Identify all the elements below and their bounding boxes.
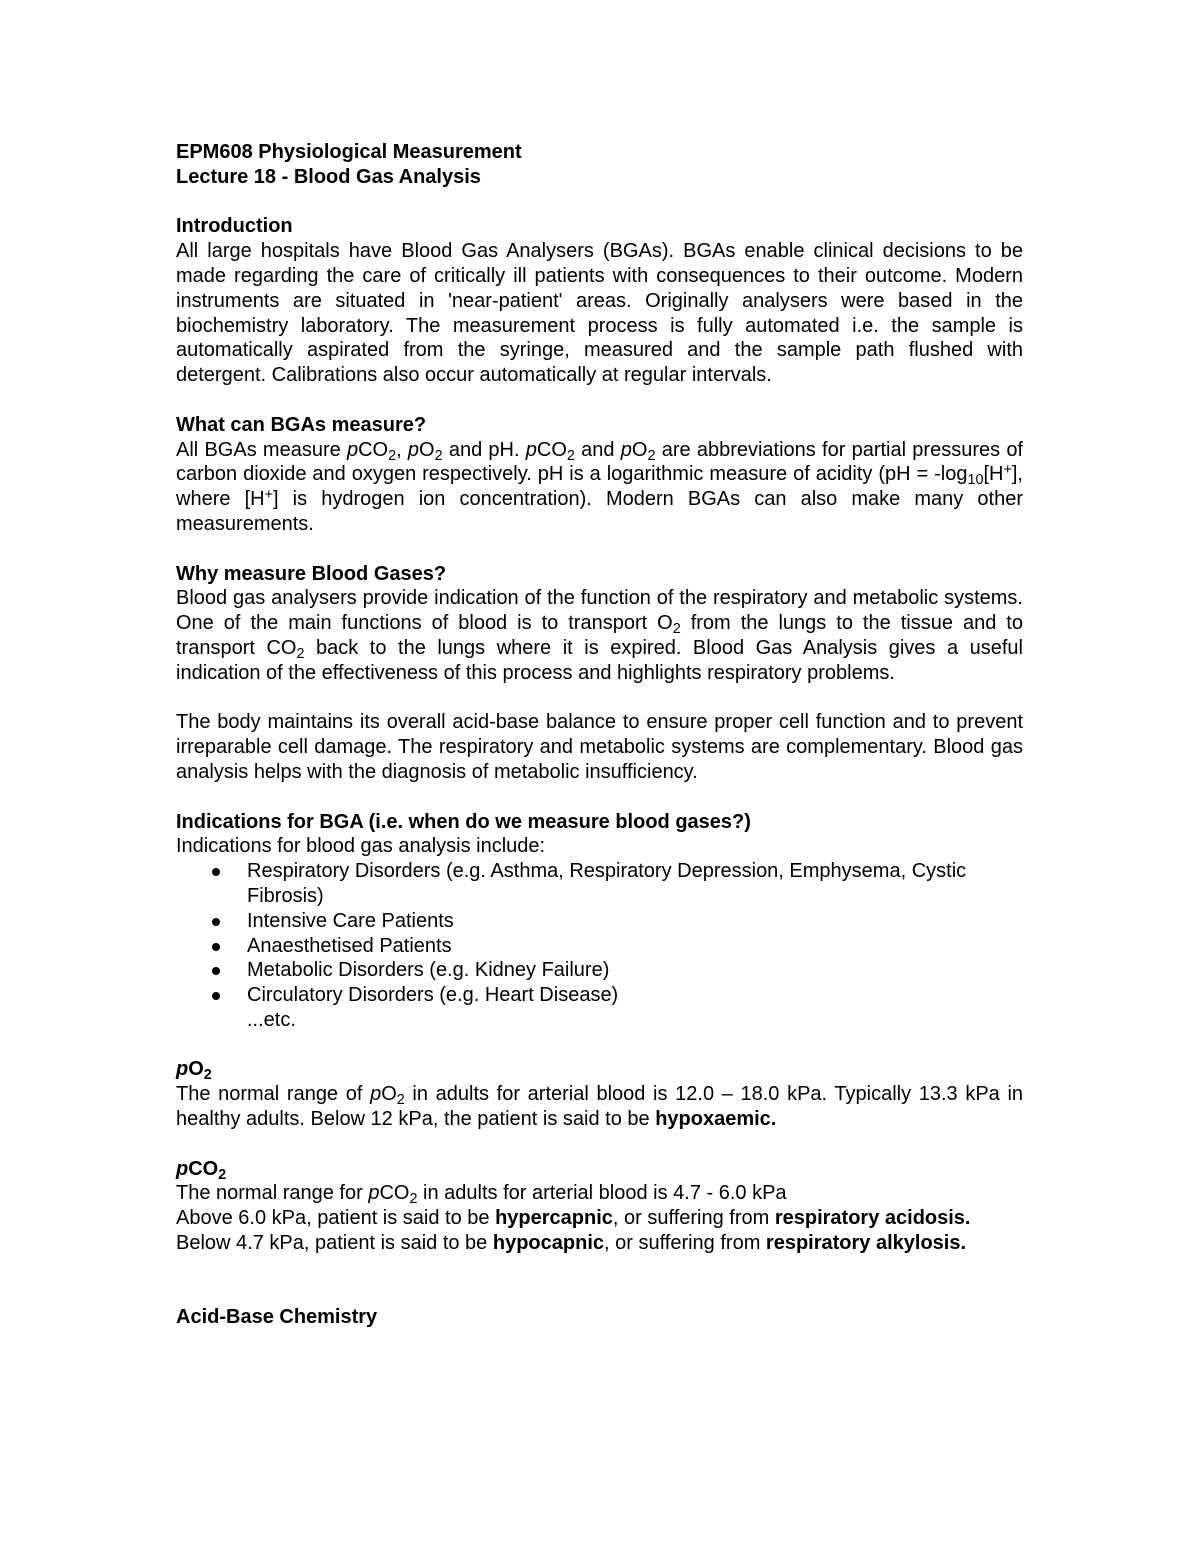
po2-heading: $pO_2$	[176, 1058, 212, 1084]
document-page	[176, 140, 1023, 1330]
bullet-icon	[212, 967, 220, 975]
list-item: Circulatory Disorders (e.g. Heart Disease)	[176, 983, 1023, 1008]
what-measure-paragraph: All BGAs measure pCO$_2$, $pO_2$ and pH. pCO$_2$ and $pO_2$ are abbreviations for partial pressures of carbon dioxide and oxygen respectively. pH is a logarithmic measure of acidity ($pH = -\log_{10}[H^+]$, where [H+] is hydrogen ion concentration). Modern BGAs can also make many other measurements.	[176, 438, 1024, 535]
pco2-below-paragraph: Below 4.7 kPa, patient is said to be hypocapnic, or suffering from respiratory alkylosis.	[176, 1232, 967, 1255]
introduction-paragraph: All large hospitals have Blood Gas Analysers (BGAs). BGAs enable clinical decisions to be made regarding the care of critically ill patients with consequences to their outcome. Modern instruments are situated in 'near-patient' areas. Originally analysers were based in the biochemistry laboratory. The measurement process is fully automated i.e. the sample is automatically aspirated from the syringe, measured and the sample path flushed with detergent. Calibrations also occur automatically at regular intervals.	[176, 240, 1023, 387]
list-item: Respiratory Disorders (e.g. Asthma, Respiratory Depression, Emphysema, Cystic Fibrosis)	[176, 859, 1023, 909]
pco2-heading: pCO$_2$	[176, 1157, 227, 1183]
what-measure-heading: What can BGAs measure?	[176, 413, 427, 436]
indications-list	[176, 859, 1023, 1008]
pco2-range: The normal range for pCO$_2$ in adults for arterial blood is 4.7 - 6.0 kPa	[176, 1182, 787, 1208]
introduction-heading: Introduction	[176, 215, 293, 238]
list-item: Intensive Care Patients	[176, 909, 1023, 934]
indications-heading: Indications for BGA (i.e. when do we measure blood gases?)	[176, 810, 751, 833]
po2-paragraph: The normal range of $pO_2$ in adults for arterial blood is 12.0 – 18.0 kPa. Typically 13.3 kPa in healthy adults. Below 12 kPa, the patient is said to be hypoxaemic.	[176, 1083, 1024, 1131]
list-etc: ...etc.	[247, 1008, 296, 1031]
list-item: Metabolic Disorders (e.g. Kidney Failure)	[176, 958, 1023, 983]
bullet-icon	[212, 918, 220, 926]
lecture-title: Lecture 18 - Blood Gas Analysis	[176, 165, 481, 188]
indications-intro: Indications for blood gas analysis include:	[176, 835, 546, 858]
why-measure-paragraph: Blood gas analysers provide indication of the function of the respiratory and metabolic systems. One of the main functions of blood is to transport $O_2$ from the lungs to the tissue and to transport $CO_2$ back to the lungs where it is expired. Blood Gas Analysis gives a useful indication of the effectiveness of this process and highlights respiratory problems.	[176, 587, 1023, 684]
bullet-icon	[212, 868, 220, 876]
bullet-icon	[212, 943, 220, 951]
acid-base-heading: Acid-Base Chemistry	[176, 1306, 378, 1329]
why-measure-heading: Why measure Blood Gases?	[176, 562, 447, 585]
acid-base-balance-paragraph: The body maintains its overall acid-base balance to ensure proper cell function and to prevent irreparable cell damage. The respiratory and metabolic systems are complementary. Blood gas analysis helps with the diagnosis of metabolic insufficiency.	[176, 711, 1023, 783]
list-item: Anaesthetised Patients	[176, 934, 1023, 959]
bullet-icon	[212, 992, 220, 1000]
pco2-above-paragraph: Above 6.0 kPa, patient is said to be hypercapnic, or suffering from respiratory acidosis.	[176, 1207, 971, 1230]
course-title: EPM608 Physiological Measurement	[176, 141, 522, 163]
